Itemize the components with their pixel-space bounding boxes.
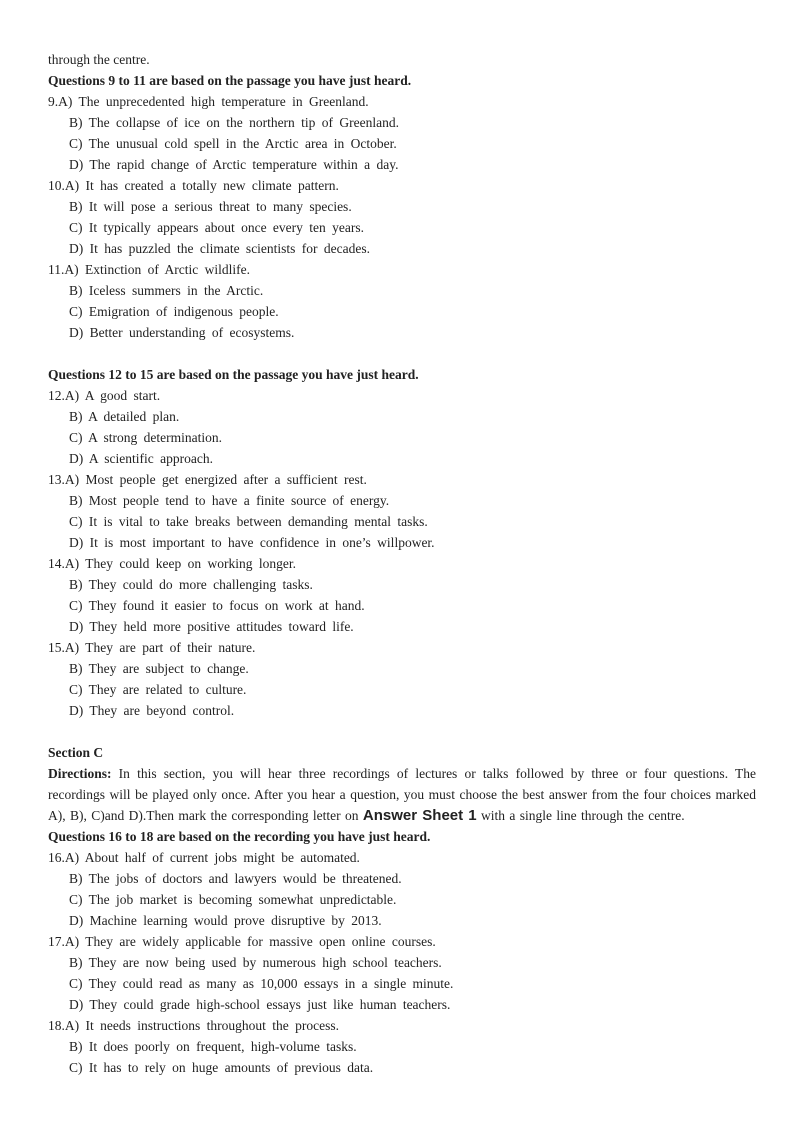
question-9 [48,91,756,175]
option-b: B) Iceless summers in the Arctic. [69,283,264,298]
option-text: A) The unprecedented high temperature in Greenland. [58,94,369,109]
option-c: C) A strong determination. [69,430,222,445]
option-text: A) A good start. [64,388,161,403]
question-number: 18. [48,1018,65,1033]
option-b: B) They are now being used by numerous high school teachers. [69,955,442,970]
question-number: 10. [48,178,65,193]
continuation-line: through the centre. [48,52,150,67]
question-11 [48,259,756,343]
option-c: C) They could read as many as 10,000 essays in a single minute. [69,976,454,991]
question-number: 15. [48,640,65,655]
question-number: 12. [48,388,65,403]
option-b: B) They are subject to change. [69,661,249,676]
option-text: A) They are part of their nature. [64,640,256,655]
option-b: B) They could do more challenging tasks. [69,577,313,592]
spacer [48,721,756,742]
option-d: D) It has puzzled the climate scientists for decades. [69,241,371,256]
option-a [48,91,756,112]
option-d: D) It is most important to have confidence in one’s willpower. [69,535,435,550]
option-d: D) The rapid change of Arctic temperature within a day. [69,157,399,172]
section-title: Section C [48,745,104,760]
option-d: D) Better understanding of ecosystems. [69,325,295,340]
option-c: C) It has to rely on huge amounts of previous data. [69,1060,374,1075]
option-a [48,637,756,658]
question-10 [48,175,756,259]
option-b: B) A detailed plan. [69,409,180,424]
option-a [48,1015,756,1036]
option-b: B) Most people tend to have a finite source of energy. [69,493,390,508]
answer-sheet-label: Answer Sheet 1 [362,807,477,824]
option-text: A) They are widely applicable for massive open online courses. [64,934,436,949]
option-text: A) Extinction of Arctic wildlife. [64,262,250,277]
option-text: A) It needs instructions throughout the process. [64,1018,339,1033]
question-number: 11. [48,262,65,277]
option-a [48,175,756,196]
option-b: B) It will pose a serious threat to many species. [69,199,352,214]
question-number: 13. [48,472,65,487]
option-a [48,385,756,406]
question-17 [48,931,756,1015]
directions-paragraph [48,763,756,826]
option-c: C) They are related to culture. [69,682,247,697]
exam-page [48,49,756,1078]
question-13 [48,469,756,553]
option-a [48,553,756,574]
question-16 [48,847,756,931]
option-b: B) The jobs of doctors and lawyers would be threatened. [69,871,402,886]
question-14 [48,553,756,637]
option-c: C) It is vital to take breaks between demanding mental tasks. [69,514,428,529]
spacer [48,343,756,364]
option-b: B) It does poorly on frequent, high-volume tasks. [69,1039,357,1054]
option-c: C) The job market is becoming somewhat unpredictable. [69,892,397,907]
option-a [48,847,756,868]
option-text: A) Most people get energized after a sufficient rest. [64,472,367,487]
option-text: A) It has created a totally new climate pattern. [64,178,339,193]
option-d: D) They held more positive attitudes toward life. [69,619,354,634]
option-d: D) They are beyond control. [69,703,235,718]
question-number: 16. [48,850,65,865]
directions-tail: with a single line through the centre. [476,808,685,823]
question-12 [48,385,756,469]
question-number: 9. [48,94,59,109]
directions-text: In this section, you will hear three recordings of lectures or talks followed by three or four questions. The recordings will be played only once. After you hear a question, you must choose the best answer from the four choices marked A), B), C)and D).Then mark the corresponding letter on [48,766,756,823]
option-text: A) About half of current jobs might be automated. [64,850,360,865]
option-c: C) Emigration of indigenous people. [69,304,279,319]
option-a [48,469,756,490]
option-c: C) The unusual cold spell in the Arctic area in October. [69,136,397,151]
option-c: C) They found it easier to focus on work at hand. [69,598,365,613]
question-number: 17. [48,934,65,949]
option-a [48,259,756,280]
option-d: D) They could grade high-school essays just like human teachers. [69,997,451,1012]
question-18 [48,1015,756,1078]
group-heading: Questions 9 to 11 are based on the passage you have just heard. [48,73,412,88]
group-heading: Questions 16 to 18 are based on the recording you have just heard. [48,829,431,844]
option-text: A) They could keep on working longer. [64,556,296,571]
group-heading: Questions 12 to 15 are based on the passage you have just heard. [48,367,419,382]
option-d: D) Machine learning would prove disruptive by 2013. [69,913,382,928]
directions-label: Directions: [48,766,112,781]
option-a [48,931,756,952]
option-c: C) It typically appears about once every ten years. [69,220,365,235]
question-number: 14. [48,556,65,571]
option-d: D) A scientific approach. [69,451,213,466]
question-15 [48,637,756,721]
option-b: B) The collapse of ice on the northern tip of Greenland. [69,115,400,130]
